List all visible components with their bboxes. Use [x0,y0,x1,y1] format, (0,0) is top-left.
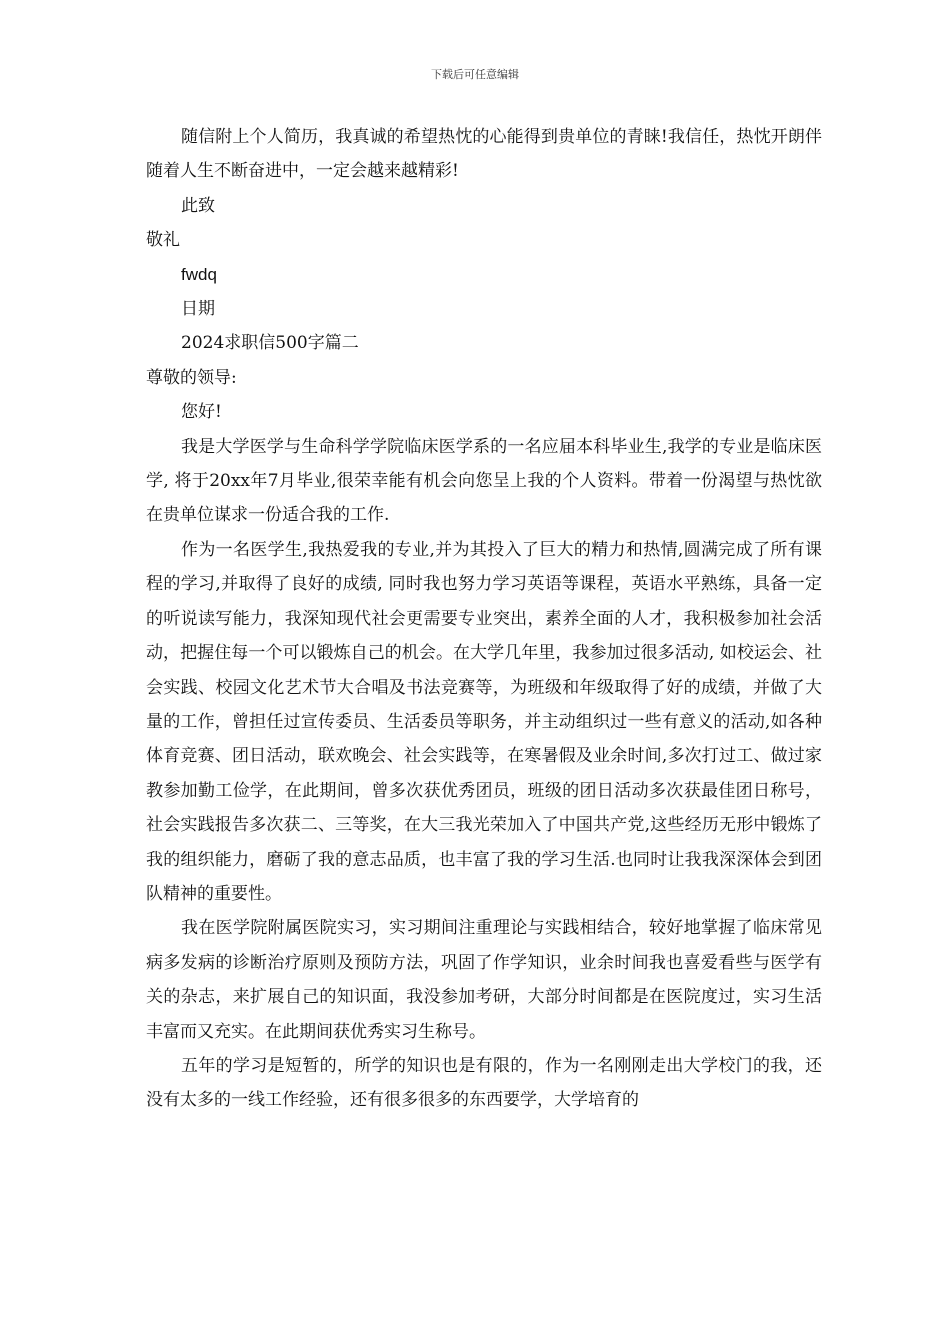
salutation: 尊敬的领导: [146,367,237,388]
section-title: 2024求职信500字篇二 [181,333,359,354]
paragraph-internship: 我在医学院附属医院实习，实习期间注重理论与实践相结合，较好地掌握了临床常见病多发病的诊断治疗原则及预防方法，巩固了作学知识，业余时间我也喜爱看些与医学有关的杂志，来扩展自己的知识面，我没参加考研，大部分时间都是在医院度过，实习生活丰富而又充实。在此期间获优秀实习生称号。 [146,918,822,1042]
closing-line: 此致 [181,195,215,216]
paragraph-conclusion: 五年的学习是短暂的，所学的知识也是有限的，作为一名刚刚走出大学校门的我，还没有太多的一线工作经验，还有很多很多的东西要学，大学培育的 [146,1055,822,1111]
page-header: 下载后可任意编辑 [431,68,519,81]
document-body [146,120,822,1118]
closing-salute: 敬礼 [146,230,180,251]
paragraph-attachment: 随信附上个人简历，我真诚的希望热忱的心能得到贵单位的青睐!我信任，热忱开朗伴随着人生不断奋进中，一定会越来越精彩! [146,127,822,182]
paragraph-intro: 我是大学医学与生命科学学院临床医学系的一名应届本科毕业生,我学的专业是临床医学, 将于20xx年7月毕业,很荣幸能有机会向您呈上我的个人资料。带着一份渴望与热忱欲在贵单位谋求一份适合我的工作. [146,436,822,526]
date-line: 日期 [181,299,215,320]
greeting: 您好! [181,402,222,423]
paragraph-activities: 作为一名医学生,我热爱我的专业,并为其投入了巨大的精力和热情,圆满完成了所有课程的学习,并取得了良好的成绩, 同时我也努力学习英语等课程，英语水平熟练，具备一定的听说读写能力，我深知现代社会更需要专业突出，素养全面的人才，我积极参加社会活动，把握住每一个可以锻炼自己的机会。在大学几年里，我参加过很多活动, 如校运会、社会实践、校园文化艺术节大合唱及书法竞赛等，为班级和年级取得了好的成绩，并做了大量的工作，曾担任过宣传委员、生活委员等职务，并主动组织过一些有意义的活动,如各种体育竞赛、团日活动，联欢晚会、社会实践等，在寒暑假及业余时间,多次打过工、做过家教参加勤工俭学，在此期间，曾多次获优秀团员，班级的团日活动多次获最佳团日称号，社会实践报告多次获二、三等奖，在大三我光荣加入了中国共产党,这些经历无形中锻炼了我的组织能力，磨砺了我的意志品质，也丰富了我的学习生活.也同时让我我深深体会到团队精神的重要性。 [146,539,822,904]
signature: fwdq [181,264,217,284]
